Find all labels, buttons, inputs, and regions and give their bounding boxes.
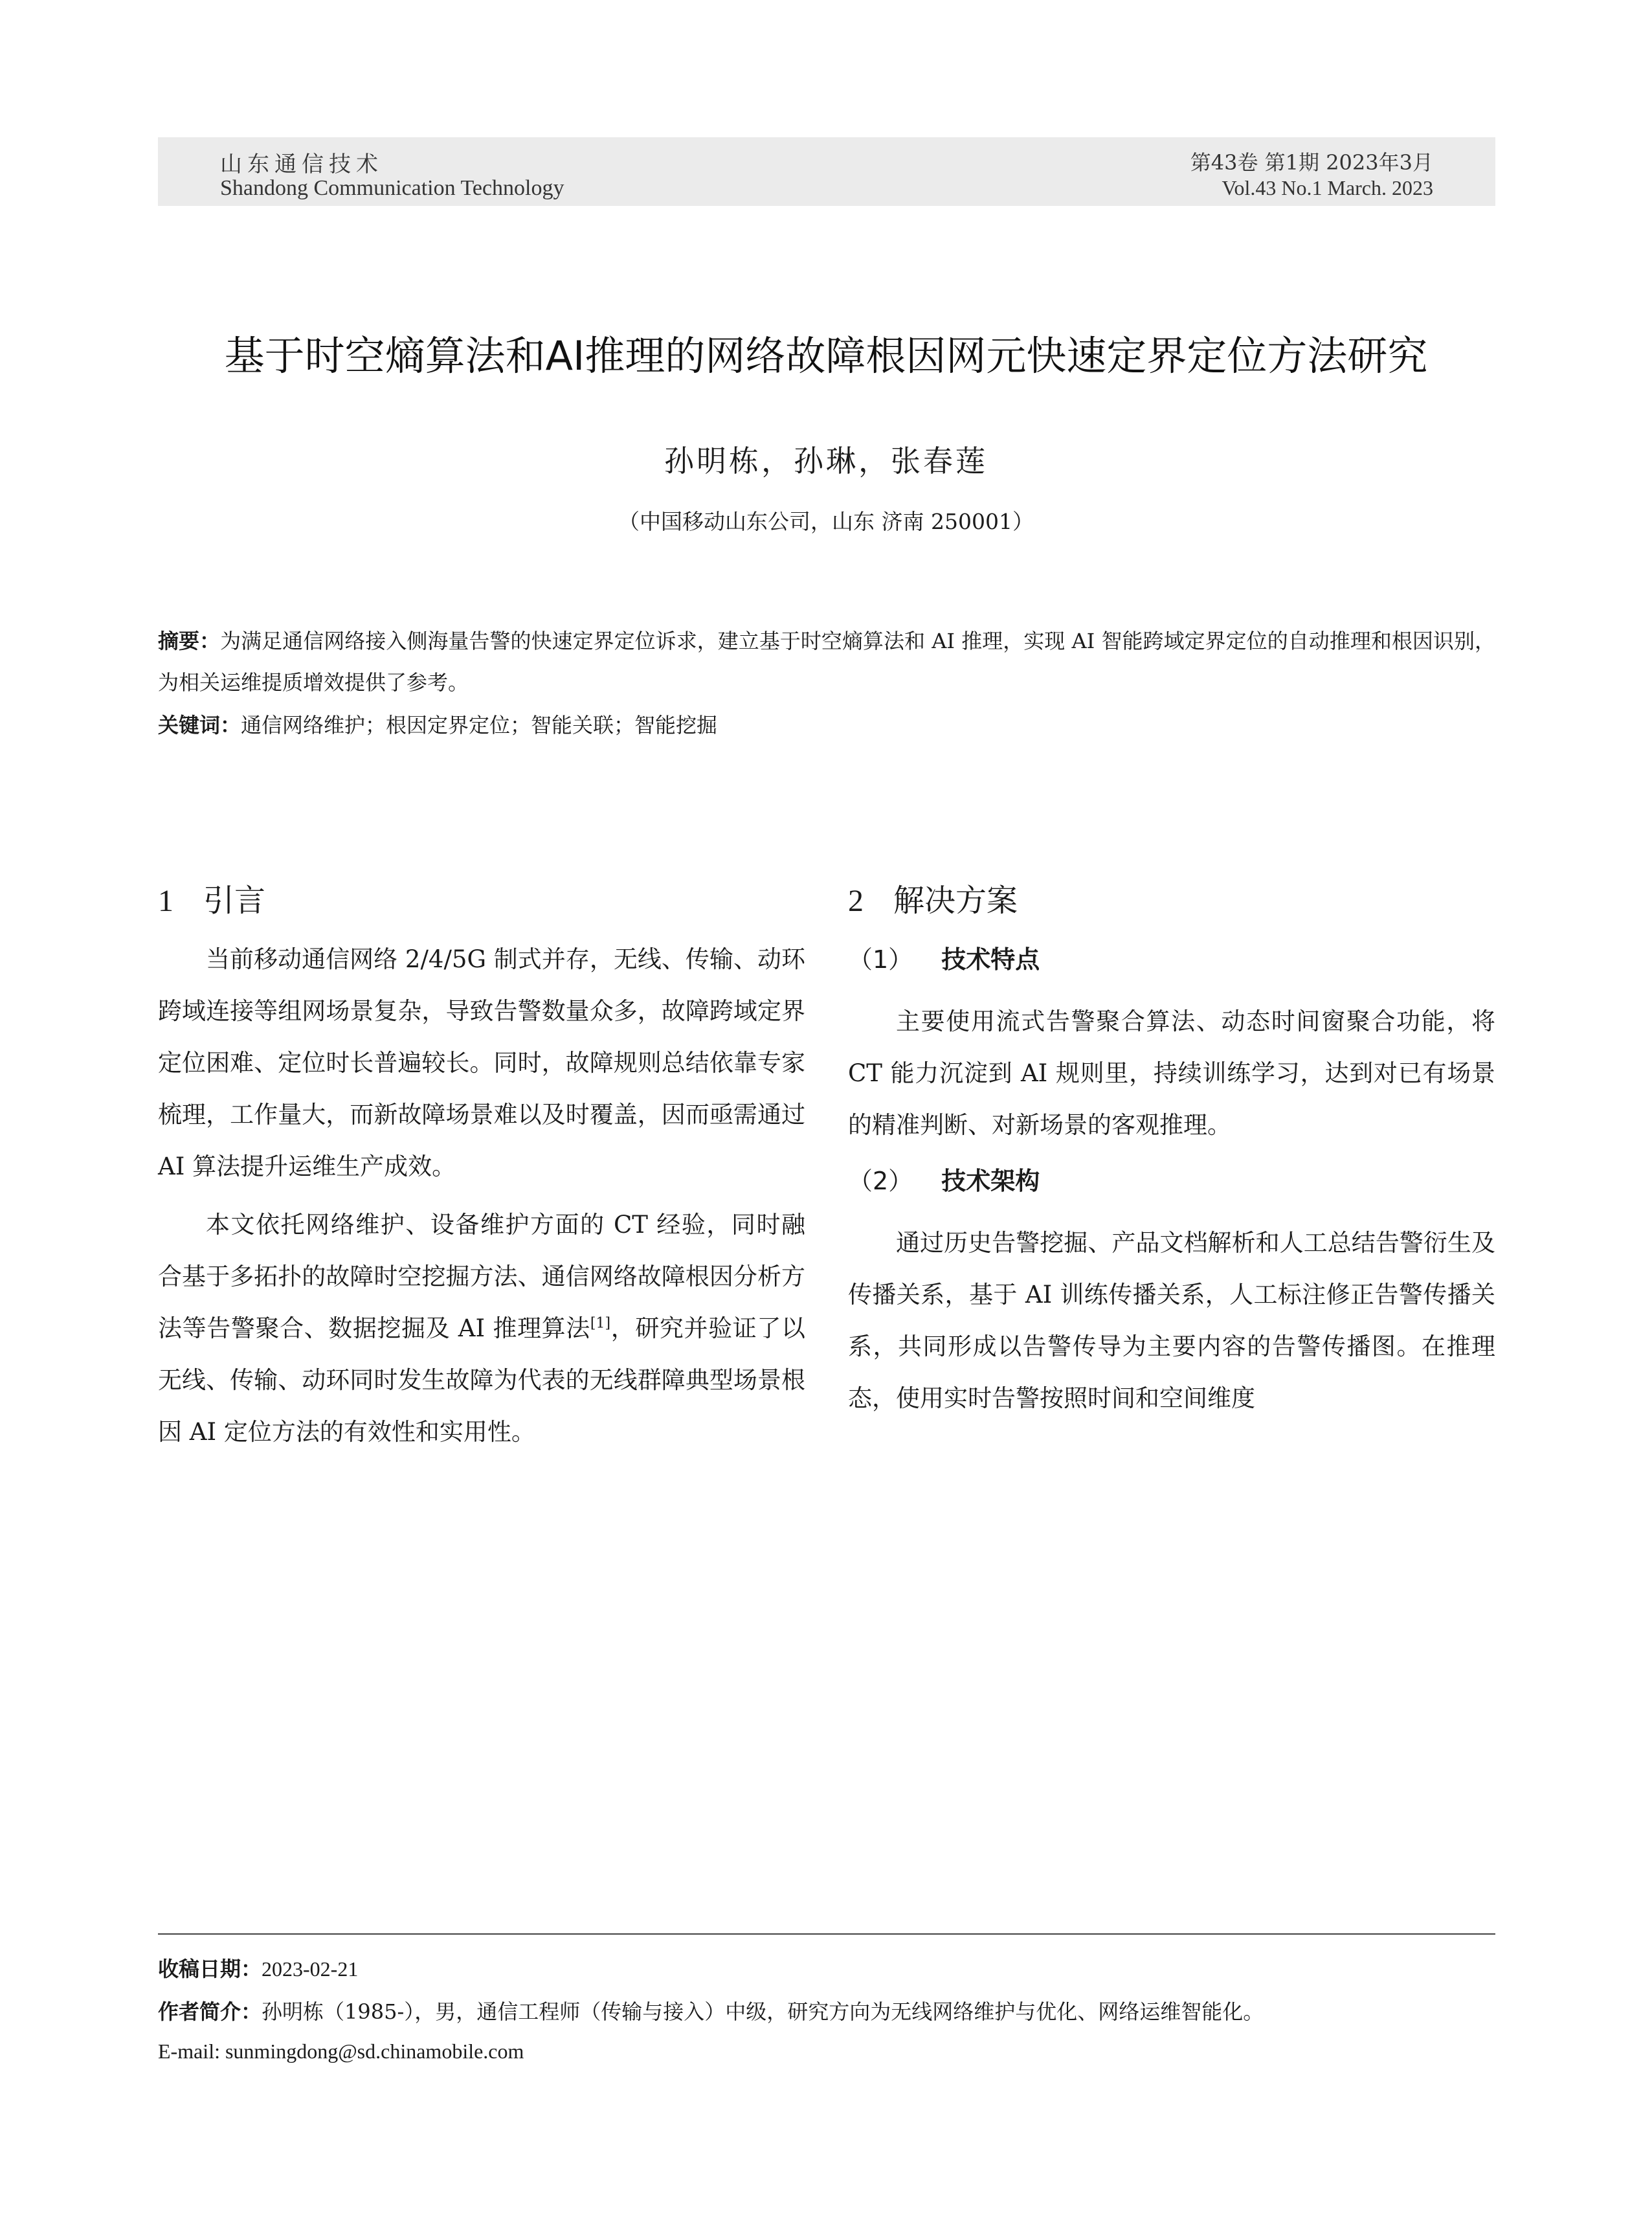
author-bio — [158, 1996, 1264, 2025]
subsection-title: 技术架构 — [941, 1167, 1040, 1195]
keywords-text: 通信网络维护；根因定界定位；智能关联；智能挖掘 — [241, 713, 718, 737]
authors: 孙明栋，孙琳，张春莲 — [664, 444, 988, 478]
received-date — [158, 1953, 358, 1983]
bio-label: 作者简介： — [158, 1999, 262, 2024]
subsection-number: （2） — [848, 1167, 913, 1195]
subsection-1-heading — [848, 936, 1495, 983]
section-1-heading — [158, 871, 805, 930]
received-value: 2023-02-21 — [262, 1957, 359, 1981]
section-number: 2 — [848, 884, 864, 918]
subsection-2-heading — [848, 1158, 1495, 1204]
bio-value: 孙明栋（1985-），男，通信工程师（传输与接入）中级，研究方向为无线网络维护与优化、网络运维智能化。 — [262, 1999, 1264, 2024]
received-label: 收稿日期： — [158, 1957, 262, 1981]
paper-title: 基于时空熵算法和AI推理的网络故障根因网元快速定界定位方法研究 — [224, 332, 1428, 379]
left-column — [158, 871, 805, 1465]
paragraph-text: ，研究并验证了以无线、传输、动环同时发生故障为代表的无线群障典型场景根因 AI 定位方法的有效性和实用性。 — [158, 1314, 806, 1446]
abstract-text: 为满足通信网络接入侧海量告警的快速定界定位诉求，建立基于时空熵算法和 AI 推理，实现 AI 智能跨域定界定位的自动推理和根因识别，为相关运维提质增效提供了参考。 — [158, 629, 1495, 695]
author-email: E-mail: sunmingdong@sd.chinamobile.com — [158, 2040, 524, 2063]
issue-info-en: Vol.43 No.1 March. 2023 — [1222, 176, 1433, 199]
abstract — [158, 620, 1495, 703]
paragraph-text: 本文依托网络维护、设备维护方面的 CT 经验，同时融合基于多拓扑的故障时空挖掘方法、通信网络故障根因分析方法等告警聚合、数据挖掘及 AI 推理算法 — [158, 1211, 805, 1342]
right-column — [848, 871, 1495, 1431]
abstract-label: 摘要： — [158, 629, 221, 653]
section-2-paragraph-2: 通过历史告警挖掘、产品文档解析和人工总结告警衍生及传播关系，基于 AI 训练传播关系，人工标注修正告警传播关系，共同形成以告警传导为主要内容的告警传播图。在推理态，使用实时告警按照时间和空间维度 — [848, 1229, 1495, 1412]
section-2-paragraph-1: 主要使用流式告警聚合算法、动态时间窗聚合功能，将 CT 能力沉淀到 AI 规则里，持续训练学习，达到对已有场景的精准判断、对新场景的客观推理。 — [848, 1007, 1495, 1139]
affiliation: （中国移动山东公司，山东 济南 250001） — [618, 509, 1034, 534]
journal-header — [158, 137, 1495, 206]
section-title: 解决方案 — [893, 883, 1018, 919]
section-number: 1 — [158, 884, 173, 918]
section-2-heading — [848, 871, 1495, 930]
journal-name-cn: 山东通信技术 — [220, 152, 383, 177]
journal-name-en: Shandong Communication Technology — [220, 176, 564, 200]
keywords — [158, 704, 1495, 746]
section-1-paragraph-1: 当前移动通信网络 2/4/5G 制式并存，无线、传输、动环跨域连接等组网场景复杂，导致告警数量众多，故障跨域定界定位困难、定位时长普遍较长。同时，故障规则总结依靠专家梳理，工作量大，而新故障场景难以及时覆盖，因而亟需通过 AI 算法提升运维生产成效。 — [158, 945, 805, 1180]
footer-divider — [158, 1933, 1495, 1935]
section-title: 引言 — [203, 883, 266, 919]
subsection-title: 技术特点 — [941, 945, 1040, 974]
issue-info-cn: 第43卷 第1期 2023年3月 — [1190, 150, 1433, 175]
keywords-label: 关键词： — [158, 713, 241, 737]
citation-ref: [1] — [590, 1315, 611, 1332]
section-1-paragraph-2 — [158, 1199, 805, 1458]
subsection-number: （1） — [848, 945, 913, 974]
